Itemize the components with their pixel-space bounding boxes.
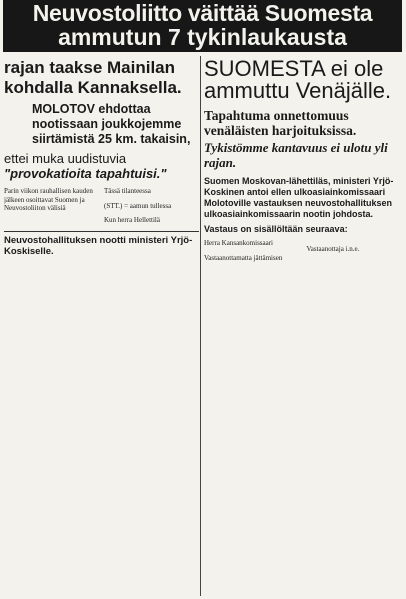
headline-line-2: ammutun 7 tykinlaukausta <box>58 24 347 50</box>
right-subheadline: Tapahtuma onnettomuus venäläisten harjoituksissa. <box>204 108 357 138</box>
right-intro-2: Vastaus on sisällöltään seuraava: <box>204 224 348 234</box>
left-subheadline-2-quote: "provokatioita tapahtuisi." <box>4 166 167 181</box>
left-fragment: Tässä tilanteessa <box>104 187 151 195</box>
right-fragment: Herra Kansankomissaari <box>204 239 274 247</box>
left-column <box>4 56 199 596</box>
left-subheadline-2-text: ettei muka uudistuvia <box>4 151 127 166</box>
left-fragment: (STT.) = aamun tullessa <box>104 201 172 210</box>
left-subheadline-2 <box>4 151 199 181</box>
right-fragment: Vastaanottaja i.n.e. <box>306 245 360 253</box>
left-body-columns <box>4 187 199 225</box>
right-fragment: Vastaanottamatta jättämisen <box>204 253 283 262</box>
right-body-columns <box>204 239 404 262</box>
right-intro: Suomen Moskovan-lähettiläs, ministeri Yrjö-Koskinen antoi ellen ulkoasiainkomissaari Molotoville vastauksen neuvostohallituksen ulkoasiainkomissaarin nootin johdosta. <box>204 176 394 219</box>
headline-line-1: Neuvostoliitto väittää Suomesta <box>32 0 373 26</box>
left-box-headline: Neuvostohallituksen nootti ministeri Yrjö-Koskiselle. <box>4 231 199 257</box>
right-column <box>204 56 404 596</box>
left-fragment: Kun herra Hellettilä <box>104 216 160 225</box>
column-divider <box>200 56 201 596</box>
right-subheadline-2: Tykistömme kantavuus ei ulotu yli rajan. <box>204 140 388 170</box>
left-subheadline: MOLOTOV ehdottaa nootissaan joukkojemme siirtämistä 25 km. takaisin, <box>32 102 191 146</box>
right-headline: SUOMESTA ei ole ammuttu Venäjälle. <box>204 56 392 103</box>
left-headline: rajan taakse Mainilan kohdalla Kannaksella. <box>4 58 182 97</box>
headline-band <box>3 0 402 52</box>
left-fragment: Parin viikon rauhallisen kauden jälkeen osoittavat Suomen ja Neuvostoliiton välisiä <box>4 187 93 213</box>
